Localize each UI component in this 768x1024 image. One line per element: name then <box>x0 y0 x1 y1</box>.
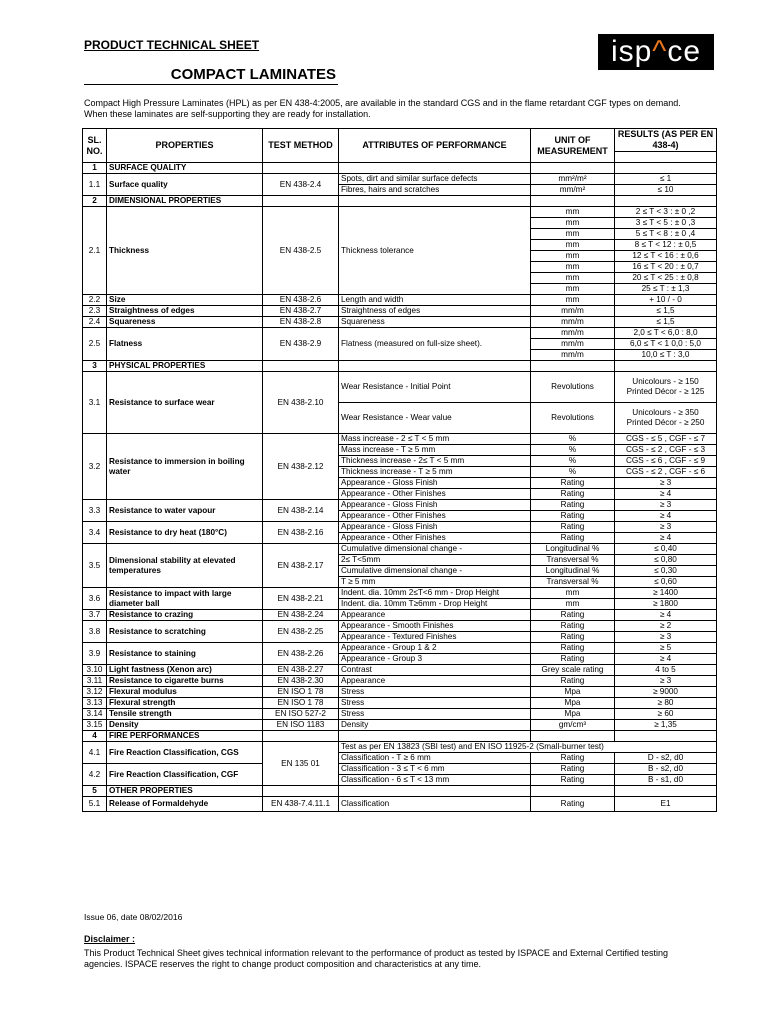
table-cell: EN 438-2.8 <box>263 317 339 328</box>
header-test-method: TEST METHOD <box>263 129 339 163</box>
table-cell: 2≤ T<5mm <box>339 555 531 566</box>
intro-paragraph: Compact High Pressure Laminates (HPL) as per EN 438-4:2005, are available in the standard CGS and in the flame retardant CGF types on demand. When these laminates are self-supporting they are ready for installation. <box>84 98 681 119</box>
table-cell: ≥ 4 <box>615 533 717 544</box>
table-cell: mm <box>531 588 615 599</box>
ispace-logo: isp^ce <box>598 34 714 70</box>
table-cell: Test as per EN 13823 (SBI test) and EN ISO 11925-2 (Small-burner test) <box>339 742 717 753</box>
table-cell: Resistance to crazing <box>107 610 263 621</box>
table-cell: ≥ 2 <box>615 621 717 632</box>
table-cell: ≥ 1400 <box>615 588 717 599</box>
table-cell <box>615 196 717 207</box>
table-cell: Wear Resistance - Wear value <box>339 403 531 434</box>
table-cell: CGS - ≤ 5 , CGF - ≤ 7 <box>615 434 717 445</box>
table-cell: EN 438-2.24 <box>263 610 339 621</box>
table-cell: 3.11 <box>83 676 107 687</box>
table-cell: Rating <box>531 511 615 522</box>
sheet-title: PRODUCT TECHNICAL SHEET <box>84 38 260 52</box>
table-cell: mm <box>531 229 615 240</box>
table-row <box>83 742 717 753</box>
table-cell: Fibres, hairs and scratches <box>339 185 531 196</box>
table-cell: Rating <box>531 522 615 533</box>
table-cell: Release of Formaldehyde <box>107 797 263 812</box>
table-cell: EN 438-2.30 <box>263 676 339 687</box>
table-cell: EN 438-7.4.11.1 <box>263 797 339 812</box>
table-cell: 4.1 <box>83 742 107 764</box>
header-properties: PROPERTIES <box>107 129 263 163</box>
table-row <box>83 720 717 731</box>
table-cell: Rating <box>531 533 615 544</box>
table-cell: 3.9 <box>83 643 107 665</box>
table-cell: Rating <box>531 775 615 786</box>
table-cell: 2.3 <box>83 306 107 317</box>
properties-table <box>82 128 717 812</box>
table-cell: Rating <box>531 753 615 764</box>
table-cell: Appearance - Gloss Finish <box>339 478 531 489</box>
table-cell: ≥ 1,35 <box>615 720 717 731</box>
table-cell: EN 438-2.14 <box>263 500 339 522</box>
table-cell: Grey scale rating <box>531 665 615 676</box>
table-cell: Mpa <box>531 698 615 709</box>
table-cell: ≥ 5 <box>615 643 717 654</box>
table-cell: Mpa <box>531 687 615 698</box>
table-cell: ≥ 4 <box>615 511 717 522</box>
table-row <box>83 500 717 511</box>
table-cell: Appearance - Textured Finishes <box>339 632 531 643</box>
table-cell: Classification - 3 ≤ T < 6 mm <box>339 764 531 775</box>
table-cell: mm/m² <box>531 185 615 196</box>
table-cell: Squareness <box>107 317 263 328</box>
table-cell: OTHER PROPERTIES <box>107 786 263 797</box>
table-cell: 25 ≤ T : ± 1,3 <box>615 284 717 295</box>
table-cell: 2 <box>83 196 107 207</box>
table-cell: 3.15 <box>83 720 107 731</box>
table-cell <box>531 731 615 742</box>
table-row <box>83 372 717 403</box>
table-cell: Revolutions <box>531 372 615 403</box>
table-cell: ≤ 10 <box>615 185 717 196</box>
table-cell: ≥ 60 <box>615 709 717 720</box>
table-cell: ≤ 0,80 <box>615 555 717 566</box>
table-cell: Dimensional stability at elevated temperatures <box>107 544 263 588</box>
table-cell: EN 438-2.26 <box>263 643 339 665</box>
table-cell: EN 438-2.16 <box>263 522 339 544</box>
table-cell: Flatness (measured on full-size sheet). <box>339 328 531 361</box>
table-cell: 4.2 <box>83 764 107 786</box>
table-cell: 2.2 <box>83 295 107 306</box>
table-cell: Resistance to immersion in boiling water <box>107 434 263 500</box>
table-cell: ≥ 4 <box>615 654 717 665</box>
table-cell: Squareness <box>339 317 531 328</box>
table-cell: B - s1, d0 <box>615 775 717 786</box>
table-cell <box>531 786 615 797</box>
table-cell: Size <box>107 295 263 306</box>
table-cell: Straightness of edges <box>107 306 263 317</box>
section-row <box>83 361 717 372</box>
table-cell: ≤ 1 <box>615 174 717 185</box>
table-cell: EN ISO 527-2 <box>263 709 339 720</box>
table-cell: mm <box>531 240 615 251</box>
table-cell: mm <box>531 207 615 218</box>
table-cell: ≤ 1,5 <box>615 306 717 317</box>
table-cell <box>263 163 339 174</box>
table-cell: ≥ 4 <box>615 610 717 621</box>
table-cell: mm/m <box>531 317 615 328</box>
table-cell <box>531 196 615 207</box>
table-cell: 5 ≤ T < 8 : ± 0 ,4 <box>615 229 717 240</box>
table-cell: T ≥ 5 mm <box>339 577 531 588</box>
table-cell: mm <box>531 218 615 229</box>
table-cell: EN 438-2.5 <box>263 207 339 295</box>
table-cell: Stress <box>339 709 531 720</box>
table-cell: Appearance - Gloss Finish <box>339 522 531 533</box>
table-row <box>83 709 717 720</box>
table-cell: 3.1 <box>83 372 107 434</box>
table-cell <box>263 196 339 207</box>
table-row <box>83 174 717 185</box>
table-cell: Rating <box>531 654 615 665</box>
table-row <box>83 665 717 676</box>
table-cell: 8 ≤ T < 12 : ± 0,5 <box>615 240 717 251</box>
disclaimer-text: This Product Technical Sheet gives technical information relevant to the performance of product as tested by ISPACE and External Certified testing agencies. ISPACE reserves the right to change product composition and characteristics at any time. <box>84 948 668 969</box>
table-cell: Flexural modulus <box>107 687 263 698</box>
header-attributes: ATTRIBUTES OF PERFORMANCE <box>339 129 531 163</box>
table-cell: Density <box>339 720 531 731</box>
table-cell: mm <box>531 251 615 262</box>
table-cell: Surface quality <box>107 174 263 196</box>
table-cell: Rating <box>531 610 615 621</box>
table-cell: Spots, dirt and similar surface defects <box>339 174 531 185</box>
table-cell <box>531 163 615 174</box>
table-cell: CGS - ≤ 2 , CGF - ≤ 3 <box>615 445 717 456</box>
table-cell: Mpa <box>531 709 615 720</box>
table-cell: % <box>531 445 615 456</box>
table-cell: 3.2 <box>83 434 107 500</box>
table-cell: EN 438-2.9 <box>263 328 339 361</box>
table-cell <box>339 163 531 174</box>
table-cell: ≥ 9000 <box>615 687 717 698</box>
table-cell: EN 438-2.12 <box>263 434 339 500</box>
table-cell: Resistance to surface wear <box>107 372 263 434</box>
table-cell: Rating <box>531 478 615 489</box>
table-cell: DIMENSIONAL PROPERTIES <box>107 196 263 207</box>
document-title: COMPACT LAMINATES <box>84 66 338 85</box>
table-cell: Rating <box>531 621 615 632</box>
table-cell: Rating <box>531 632 615 643</box>
table-cell: EN 135 01 <box>263 742 339 786</box>
table-cell: ≥ 3 <box>615 676 717 687</box>
table-cell: Appearance - Gloss Finish <box>339 500 531 511</box>
table-cell: % <box>531 456 615 467</box>
table-cell: Transversal % <box>531 555 615 566</box>
table-cell <box>615 786 717 797</box>
table-cell: Straightness of edges <box>339 306 531 317</box>
table-row <box>83 295 717 306</box>
header-results: RESULTS (AS PER EN 438-4) <box>615 129 717 152</box>
issue-date: Issue 06, date 08/02/2016 <box>84 912 183 922</box>
table-cell: Transversal % <box>531 577 615 588</box>
table-row <box>83 317 717 328</box>
header-sl-no: SL. NO. <box>83 129 107 163</box>
table-cell: 3.4 <box>83 522 107 544</box>
table-cell: Thickness increase - 2≤ T < 5 mm <box>339 456 531 467</box>
table-cell: 2.4 <box>83 317 107 328</box>
table-cell <box>263 786 339 797</box>
table-cell: Classification - 6 ≤ T < 13 mm <box>339 775 531 786</box>
table-cell: SURFACE QUALITY <box>107 163 263 174</box>
table-cell: Resistance to cigarette burns <box>107 676 263 687</box>
table-cell: Classification - T ≥ 6 mm <box>339 753 531 764</box>
table-cell <box>615 163 717 174</box>
table-cell: ≥ 80 <box>615 698 717 709</box>
table-cell: 5 <box>83 786 107 797</box>
section-row <box>83 163 717 174</box>
section-row <box>83 196 717 207</box>
table-cell: Appearance - Other Finishes <box>339 511 531 522</box>
table-cell: Resistance to impact with large diameter ball <box>107 588 263 610</box>
table-cell: Appearance - Group 3 <box>339 654 531 665</box>
table-cell: mm/m <box>531 328 615 339</box>
table-cell: Stress <box>339 698 531 709</box>
table-cell: Cumulative dimensional change - <box>339 566 531 577</box>
table-row <box>83 698 717 709</box>
table-cell: Appearance <box>339 610 531 621</box>
table-cell <box>339 786 531 797</box>
table-cell: Resistance to dry heat (180°C) <box>107 522 263 544</box>
table-cell: Density <box>107 720 263 731</box>
table-cell: Indent. dia. 10mm T≥6mm - Drop Height <box>339 599 531 610</box>
table-cell: 3.7 <box>83 610 107 621</box>
table-cell: ≤ 0,60 <box>615 577 717 588</box>
table-cell: ≤ 0,40 <box>615 544 717 555</box>
table-cell: Indent. dia. 10mm 2≤T<6 mm - Drop Height <box>339 588 531 599</box>
table-cell: 20 ≤ T < 25 : ± 0,8 <box>615 273 717 284</box>
table-cell: Appearance - Other Finishes <box>339 489 531 500</box>
table-cell: Cumulative dimensional change - <box>339 544 531 555</box>
table-cell: Thickness tolerance <box>339 207 531 295</box>
table-cell: ≤ 0,30 <box>615 566 717 577</box>
disclaimer-title: Disclaimer : <box>84 934 136 944</box>
table-cell: 1.1 <box>83 174 107 196</box>
table-cell: mm/m <box>531 339 615 350</box>
table-cell: EN 438-2.6 <box>263 295 339 306</box>
table-cell: 4 to 5 <box>615 665 717 676</box>
table-cell: 3.12 <box>83 687 107 698</box>
table-cell: ≤ 1,5 <box>615 317 717 328</box>
table-row <box>83 306 717 317</box>
table-cell: Longitudinal % <box>531 566 615 577</box>
table-cell: ≥ 3 <box>615 632 717 643</box>
table-cell: ≥ 4 <box>615 489 717 500</box>
table-cell: 3.3 <box>83 500 107 522</box>
table-cell: EN ISO 1 78 <box>263 698 339 709</box>
table-cell: Appearance - Smooth Finishes <box>339 621 531 632</box>
table-cell: B - s2, d0 <box>615 764 717 775</box>
table-cell: ≥ 3 <box>615 478 717 489</box>
table-cell: Stress <box>339 687 531 698</box>
table-cell: Appearance - Other Finishes <box>339 533 531 544</box>
table-cell <box>615 731 717 742</box>
table-cell: EN ISO 1183 <box>263 720 339 731</box>
table-cell: Fire Reaction Classification, CGS <box>107 742 263 764</box>
table-cell: EN 438-2.27 <box>263 665 339 676</box>
table-row <box>83 328 717 339</box>
table-cell: Resistance to scratching <box>107 621 263 643</box>
table-cell: 3.10 <box>83 665 107 676</box>
table-cell <box>615 152 717 163</box>
table-cell <box>339 196 531 207</box>
table-cell: ≥ 3 <box>615 500 717 511</box>
table-cell: mm <box>531 599 615 610</box>
table-row <box>83 764 717 775</box>
table-cell: 2,0 ≤ T < 6,0 : 8,0 <box>615 328 717 339</box>
table-row <box>83 643 717 654</box>
table-cell: 3.13 <box>83 698 107 709</box>
table-cell: Rating <box>531 797 615 812</box>
table-row <box>83 588 717 599</box>
table-cell: Light fastness (Xenon arc) <box>107 665 263 676</box>
table-cell: EN 438-2.17 <box>263 544 339 588</box>
table-cell: 3.6 <box>83 588 107 610</box>
table-cell: 3.14 <box>83 709 107 720</box>
table-cell: 10,0 ≤ T : 3,0 <box>615 350 717 361</box>
table-cell: Flatness <box>107 328 263 361</box>
table-cell: 2 ≤ T < 3 : ± 0 ,2 <box>615 207 717 218</box>
table-cell: 2.5 <box>83 328 107 361</box>
table-cell <box>615 361 717 372</box>
table-cell: mm <box>531 295 615 306</box>
table-row <box>83 522 717 533</box>
table-cell: Appearance - Group 1 & 2 <box>339 643 531 654</box>
table-cell: FIRE PERFORMANCES <box>107 731 263 742</box>
table-cell: mm <box>531 284 615 295</box>
table-cell: mm <box>531 262 615 273</box>
table-cell: mm²/m² <box>531 174 615 185</box>
table-cell: Tensile strength <box>107 709 263 720</box>
table-cell: Contrast <box>339 665 531 676</box>
header-unit: UNIT OF MEASUREMENT <box>531 129 615 163</box>
table-cell <box>339 361 531 372</box>
table-cell: 3.8 <box>83 621 107 643</box>
table-cell: mm/m <box>531 306 615 317</box>
table-cell: 3 ≤ T < 5 : ± 0 ,3 <box>615 218 717 229</box>
table-cell: EN 438-2.10 <box>263 372 339 434</box>
table-cell: ≥ 3 <box>615 522 717 533</box>
table-row <box>83 797 717 812</box>
table-cell <box>339 731 531 742</box>
table-cell: Mass increase - 2 ≤ T < 5 mm <box>339 434 531 445</box>
table-cell: CGS - ≤ 6 , CGF - ≤ 9 <box>615 456 717 467</box>
table-cell: Longitudinal % <box>531 544 615 555</box>
table-cell: Resistance to water vapour <box>107 500 263 522</box>
table-cell: % <box>531 467 615 478</box>
section-row <box>83 731 717 742</box>
table-cell: Unicolours - ≥ 350 Printed Décor - ≥ 250 <box>615 403 717 434</box>
table-row <box>83 687 717 698</box>
table-cell: 5.1 <box>83 797 107 812</box>
table-cell: EN ISO 1 78 <box>263 687 339 698</box>
table-cell: gm/cm³ <box>531 720 615 731</box>
section-row <box>83 786 717 797</box>
table-cell: Rating <box>531 489 615 500</box>
table-row <box>83 621 717 632</box>
table-cell: 1 <box>83 163 107 174</box>
table-row <box>83 544 717 555</box>
table-cell: Unicolours - ≥ 150 Printed Décor - ≥ 125 <box>615 372 717 403</box>
table-cell: % <box>531 434 615 445</box>
table-cell: + 10 / - 0 <box>615 295 717 306</box>
table-cell: E1 <box>615 797 717 812</box>
table-cell: EN 438-2.7 <box>263 306 339 317</box>
table-cell: Rating <box>531 500 615 511</box>
table-cell: EN 438-2.4 <box>263 174 339 196</box>
table-cell: Wear Resistance - Initial Point <box>339 372 531 403</box>
table-row <box>83 610 717 621</box>
table-cell: Rating <box>531 764 615 775</box>
table-cell: EN 438-2.25 <box>263 621 339 643</box>
table-cell <box>263 361 339 372</box>
table-header-row <box>83 129 717 152</box>
table-row <box>83 676 717 687</box>
table-cell: 2.1 <box>83 207 107 295</box>
table-cell: Classification <box>339 797 531 812</box>
table-cell: 3 <box>83 361 107 372</box>
table-cell: mm/m <box>531 350 615 361</box>
table-cell: 6,0 ≤ T < 1 0,0 : 5,0 <box>615 339 717 350</box>
table-cell: Resistance to staining <box>107 643 263 665</box>
table-cell: 4 <box>83 731 107 742</box>
table-cell: 3.5 <box>83 544 107 588</box>
table-row <box>83 434 717 445</box>
table-cell: Thickness increase - T ≥ 5 mm <box>339 467 531 478</box>
table-row <box>83 207 717 218</box>
table-cell: Flexural strength <box>107 698 263 709</box>
table-cell: Mass increase - T ≥ 5 mm <box>339 445 531 456</box>
table-cell: Length and width <box>339 295 531 306</box>
table-cell: Rating <box>531 643 615 654</box>
table-cell: Revolutions <box>531 403 615 434</box>
table-cell: 16 ≤ T < 20 : ± 0,7 <box>615 262 717 273</box>
table-cell <box>531 361 615 372</box>
table-cell: Appearance <box>339 676 531 687</box>
table-cell: EN 438-2.21 <box>263 588 339 610</box>
table-cell: D - s2, d0 <box>615 753 717 764</box>
table-cell: PHYSICAL PROPERTIES <box>107 361 263 372</box>
table-cell: CGS - ≤ 2 , CGF - ≤ 6 <box>615 467 717 478</box>
table-cell: 12 ≤ T < 16 : ± 0,6 <box>615 251 717 262</box>
table-cell: Thickness <box>107 207 263 295</box>
table-cell: ≥ 1800 <box>615 599 717 610</box>
table-cell <box>263 731 339 742</box>
table-cell: Rating <box>531 676 615 687</box>
table-cell: Fire Reaction Classification, CGF <box>107 764 263 786</box>
table-cell: mm <box>531 273 615 284</box>
